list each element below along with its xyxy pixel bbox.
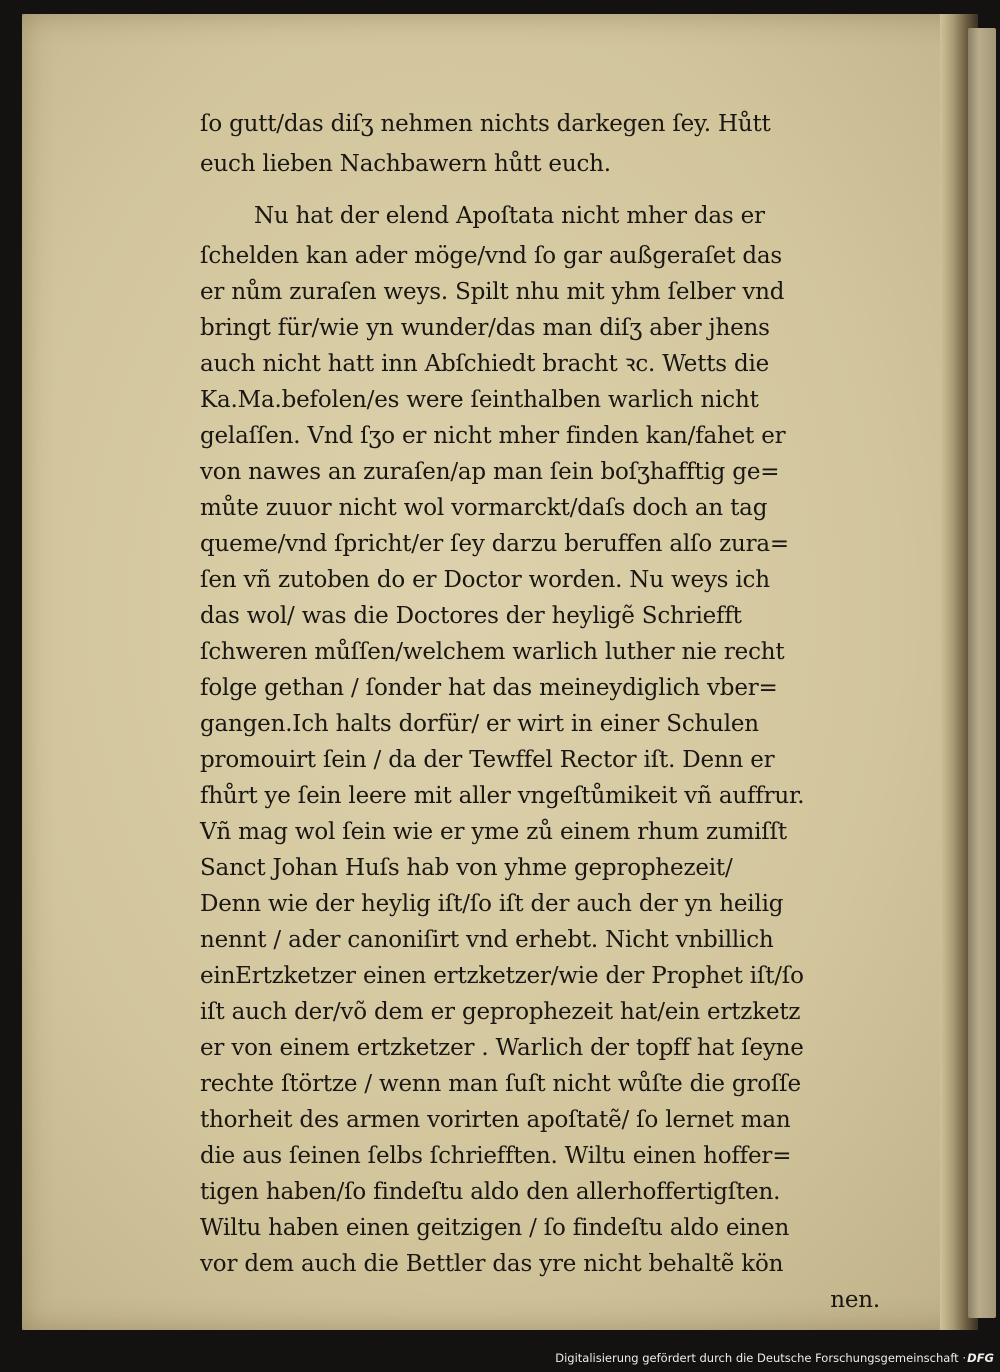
catchword-line: nen.: [830, 1287, 880, 1313]
paragraph-first-line: Nu hat der elend Apoſtata nicht mher das er: [254, 203, 765, 229]
text-line: er von einem ertzketzer . Warlich der topff hat ſeyne: [200, 1035, 804, 1061]
text-line: ſo gutt/das diſʒ nehmen nichts darkegen ſey. Hůtt: [200, 111, 771, 137]
text-line: bringt für/wie yn wunder/das man diſʒ aber jhens: [200, 315, 770, 341]
text-line: Ka.Ma.befolen/es were ſeinthalben warlich nicht: [200, 387, 759, 413]
text-line: gelaſſen. Vnd ſʒo er nicht mher finden kan/fahet er: [200, 423, 786, 449]
text-line: Vñ mag wol ſein wie er yme zů einem rhum zumiſſt: [200, 819, 787, 845]
text-line: nennt / ader canoniſirt vnd erhebt. Nicht vnbillich: [200, 927, 774, 953]
facing-page-edge: [968, 28, 996, 1318]
text-line: Sanct Johan Huſs hab von yhme geprophezeit/: [200, 855, 733, 881]
text-line: queme/vnd ſpricht/er ſey darzu beruffen alſo zura=: [200, 531, 789, 557]
text-line: můte zuuor nicht wol vormarckt/daſs doch an tag: [200, 495, 768, 521]
text-line: tigen haben/ſo findeſtu aldo den allerhoffertigſten.: [200, 1179, 781, 1205]
text-line: euch lieben Nachbawern hůtt euch.: [200, 151, 611, 177]
text-line: einErtzketzer einen ertzketzer/wie der Prophet iſt/ſo: [200, 963, 804, 989]
text-line: Denn wie der heylig iſt/ſo iſt der auch der yn heilig: [200, 891, 784, 917]
text-line: ſchelden kan ader möge/vnd ſo gar außgeraſet das: [200, 243, 782, 269]
text-line: thorheit des armen vorirten apoſtatẽ/ ſo lernet man: [200, 1107, 791, 1133]
text-line: folge gethan / ſonder hat das meineydiglich vber=: [200, 675, 778, 701]
text-line: rechte ſtörtze / wenn man ſuſt nicht wůſte die groſſe: [200, 1071, 801, 1097]
text-line: iſt auch der/võ dem er geprophezeit hat/ein ertzketz: [200, 999, 801, 1025]
text-line: von nawes an zuraſen/ap man ſein boſʒhafftig ge=: [200, 459, 780, 485]
footer-bar: [0, 1346, 1000, 1372]
text-line: promouirt ſein / da der Tewffel Rector iſt. Denn er: [200, 747, 775, 773]
text-line: fhůrt ye ſein leere mit aller vngeſtůmikeit vñ auffrur.: [200, 783, 805, 809]
funding-credit: Digitalisierung gefördert durch die Deutsche Forschungsgemeinschaft ·: [555, 1351, 966, 1365]
text-line: ſchweren můſſen/welchem warlich luther nie recht: [200, 639, 785, 665]
text-line: die aus ſeinen ſelbs ſchriefften. Wiltu einen hoffer=: [200, 1143, 792, 1169]
text-line: auch nicht hatt inn Abſchiedt bracht ꝛc. Wetts die: [200, 351, 770, 377]
text-line: er nům zuraſen weys. Spilt nhu mit yhm ſelber vnd: [200, 279, 785, 305]
dfg-logo: DFG: [967, 1351, 994, 1365]
text-line: ſen vñ zutoben do er Doctor worden. Nu weys ich: [200, 567, 770, 593]
text-line: vor dem auch die Bettler das yre nicht behaltẽ kön: [200, 1251, 784, 1277]
text-line: Wiltu haben einen geitzigen / ſo findeſtu aldo einen: [200, 1215, 790, 1241]
text-line: gangen.Ich halts dorfür/ er wirt in einer Schulen: [200, 711, 759, 737]
text-line: das wol/ was die Doctores der heyligẽ Schriefft: [200, 603, 742, 629]
